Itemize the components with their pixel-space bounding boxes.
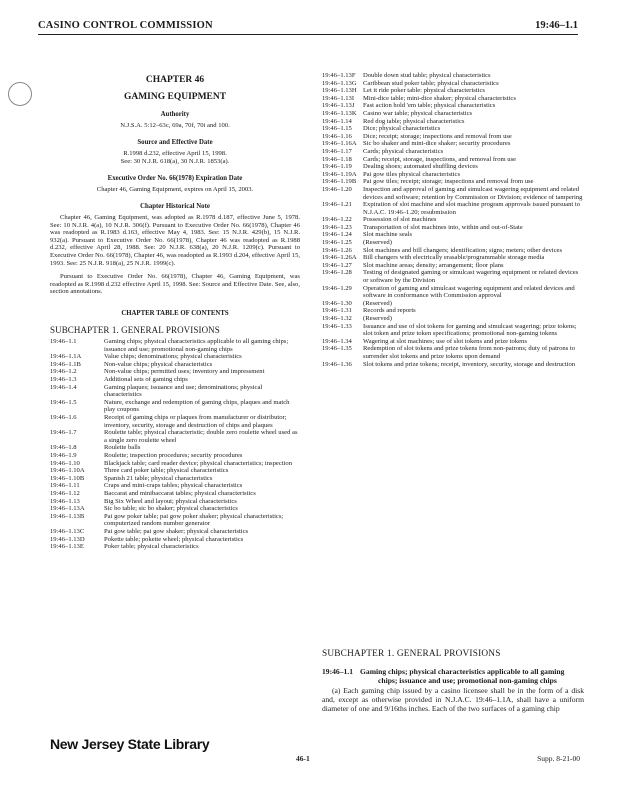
toc-section-number: 19:46–1.13I [322, 94, 355, 102]
toc-entry [322, 201, 584, 216]
toc-section-title: Redemption of slot tokens and prize tokens from non-patrons; duty of patrons to surrender slot tokens and prize tokens upon demand [363, 345, 576, 360]
toc-section-title: Sic bo table; sic bo shaker; physical characteristics [104, 505, 238, 513]
toc-section-number: 19:46–1.1A [50, 353, 82, 361]
toc-entry [50, 498, 300, 506]
toc-section-number: 19:46–1.1 [50, 338, 77, 346]
toc-section-number: 19:46–1.29 [322, 284, 352, 292]
binder-hole-mark [8, 82, 32, 106]
toc-entry [50, 353, 300, 361]
toc-section-number: 19:46–1.30 [322, 299, 352, 307]
chapter-number: CHAPTER 46 [145, 75, 205, 85]
toc-section-title: Expiration of slot machine and slot machine program approvals issued pursuant to N.J.A.C. 19:46–1.20; resubmission [363, 201, 580, 216]
toc-section-title: Slot machine areas; density; arrangement; floor plans [363, 261, 504, 269]
toc-entry [50, 444, 300, 452]
running-header [38, 18, 578, 35]
toc-entry [50, 384, 300, 399]
toc-section-number: 19:46–1.13 [50, 497, 80, 505]
toc-section-title: Big Six Wheel and layout; physical characteristics [104, 497, 237, 505]
toc-section-title: Pai gow tiles; receipt; storage; inspections and removal from use [363, 178, 534, 186]
toc-section-title: Transportation of slot machines into, within and out-of-State [363, 223, 523, 231]
toc-section-number: 19:46–1.25 [322, 239, 352, 247]
toc-section-number: 19:46–1.9 [50, 451, 77, 459]
toc-section-title: Dice; receipt; storage; inspections and removal from use [363, 132, 512, 140]
toc-entry [322, 224, 584, 232]
toc-section-title: Testing of designated gaming or simulcast wagering equipment or related devices or software by the Division [363, 269, 579, 285]
toc-section-number: 19:46–1.36 [322, 360, 352, 368]
toc-section-number: 19:46–1.34 [322, 337, 352, 345]
toc-section-number: 19:46–1.27 [322, 261, 352, 269]
toc-section-number: 19:46–1.15 [322, 125, 352, 133]
toc-section-number: 19:46–1.28 [322, 269, 352, 277]
toc-section-title: Non-value chips; physical characteristics [104, 360, 213, 368]
toc-entry [50, 361, 300, 369]
toc-section-number: 19:46–1.17 [322, 147, 352, 155]
header-section: 19:46–1.1 [535, 20, 578, 31]
toc-entry [322, 87, 584, 95]
toc-section-number: 19:46–1.21 [322, 201, 352, 209]
toc-section-title: Roulette balls [104, 444, 141, 452]
toc-entry [322, 269, 584, 284]
toc-entry [322, 110, 584, 118]
toc-section-title: Gaming plaques; issuance and use; denominations; physical characteristics [104, 383, 263, 399]
toc-section-title: Cards; physical characteristics [363, 147, 444, 155]
toc-section-number: 19:46–1.13E [50, 543, 84, 551]
toc-entry [50, 460, 300, 468]
toc-entry [322, 171, 584, 179]
toc-section-title: Nature, exchange and redemption of gaming chips, plaques and match play coupons [104, 398, 290, 414]
toc-entry [322, 323, 584, 338]
toc-section-number: 19:46–1.35 [322, 345, 352, 353]
toc-entry [322, 345, 584, 360]
toc-section-title: Blackjack table; card reader device; physical characteristics; inspection [104, 459, 293, 467]
toc-section-number: 19:46–1.10B [50, 474, 85, 482]
section-title: Gaming chips; physical characteristics applicable to all gaming chips; issuance and use; promotional non-gaming chips [360, 667, 565, 685]
toc-section-title: Additional sets of gaming chips [104, 376, 188, 384]
toc-section-title: Non-value chips; permitted uses; inventory and impressment [104, 368, 265, 376]
history-paragraph: Pursuant to Executive Order No. 66(1978), Chapter 46, Gaming Equipment, was readopted as R.1998 d.232 effective April 15, 1998. See: Source and Effective Date. See, also, section annotations. [50, 273, 300, 296]
toc-entry [50, 513, 300, 528]
toc-section-number: 19:46–1.13G [322, 79, 357, 87]
exec-order-text: Chapter 46, Gaming Equipment, expires on April 15, 2003. [96, 185, 254, 193]
section-body [322, 650, 584, 713]
toc-entry [322, 216, 584, 224]
toc-section-title: Issuance and use of slot tokens for gaming and simulcast wagering; prize tokens; slot token and prize token specifications; promotional non-gaming tokens [363, 322, 577, 338]
history-paragraph: Chapter 46, Gaming Equipment, was adopted as R.1978 d.187, effective June 5, 1978. See: 10 N.J.R. 4(a), 10 N.J.R. 306(f). Pursuant to Executive Order No. 66(1978), Chapter 46 was readopted as R.1983 d.163, effective May 4, 1983. See: 15 N.J.R. 429(b), 15 N.J.R. 932(a). Pursuant to Executive Order No. 66(1978), Chapter 46 was readopted as R.1988 d.232, effective April 28, 1988. See: 20 N.J.R. 638(a), 20 N.J.R. 1209(c). Pursuant to Executive Order No. 66(1978), Chapter 46, was readopted as R.1993 d.204, effective April 15, 1993. See: 25 N.J.R. 918(a), 25 N.J.R. 1999(c). [50, 213, 301, 267]
toc-entry [322, 300, 584, 308]
toc-section-number: 19:46–1.8 [50, 444, 77, 452]
toc-entry [322, 186, 584, 201]
toc-entry [50, 338, 300, 353]
toc-entry [50, 475, 300, 483]
toc-section-title: Pokette table; pokette wheel; physical characteristics [104, 535, 244, 543]
toc-section-number: 19:46–1.32 [322, 315, 352, 322]
toc-entry [50, 543, 300, 551]
toc-entry [322, 95, 584, 103]
toc-entry [322, 361, 584, 369]
toc-section-number: 19:46–1.13A [50, 505, 85, 513]
right-column [322, 72, 584, 368]
toc-entry [50, 482, 300, 490]
toc-section-title: Gaming chips; physical characteristics applicable to all gaming chips; issuance and use; promotional non-gaming chips [104, 338, 289, 353]
toc-section-title: (Reserved) [363, 239, 392, 247]
source-heading: Source and Effective Date [137, 139, 213, 147]
toc-entry [322, 231, 584, 239]
source-line: See: 30 N.J.R. 618(a), 30 N.J.R. 1853(a). [120, 157, 230, 165]
toc-section-title: Receipt of gaming chips or plaques from manufacturer or distributor; inventory, security, storage and destruction of chips and plaques [104, 414, 287, 429]
toc-entry [322, 163, 584, 171]
toc-section-number: 19:46–1.13B [50, 512, 85, 520]
toc-entry [50, 376, 300, 384]
toc-section-title: Double down stud table; physical characteristics [363, 72, 491, 79]
toc-entry [50, 452, 300, 460]
toc-section-title: Three card poker table; physical characteristics [104, 467, 229, 475]
toc-section-title: Wagering at slot machines; use of slot tokens and prize tokens [363, 337, 527, 345]
toc-section-number: 19:46–1.7 [50, 429, 77, 437]
subchapter-heading: SUBCHAPTER 1. GENERAL PROVISIONS [50, 325, 220, 336]
chapter-title: GAMING EQUIPMENT [123, 91, 227, 102]
toc-section-number: 19:46–1.5 [50, 398, 77, 406]
toc-section-title: (Reserved) [363, 315, 392, 322]
toc-entry [322, 125, 584, 133]
toc-section-number: 19:46–1.33 [322, 322, 352, 330]
toc-section-number: 19:46–1.13F [322, 72, 356, 79]
source-line: R.1998 d.232, effective April 15, 1998. [123, 149, 227, 157]
toc-heading: CHAPTER TABLE OF CONTENTS [121, 309, 229, 317]
library-stamp: New Jersey State Library [50, 736, 210, 752]
toc-entry [322, 338, 584, 346]
toc-section-title: Operation of gaming and simulcast wagering equipment and related devices and software in conformance with Commission approval [363, 284, 575, 300]
toc-entry [322, 239, 584, 247]
page-number: 46-1 [296, 754, 310, 763]
toc-section-number: 19:46–1.20 [322, 185, 352, 193]
toc-section-title: Pai gow tiles physical characteristics [363, 170, 461, 178]
toc-section-number: 19:46–1.3 [50, 376, 77, 384]
toc-section-title: Roulette; inspection procedures; security procedures [104, 451, 243, 459]
toc-section-number: 19:46–1.13H [322, 87, 357, 95]
history-heading: Chapter Historical Note [140, 203, 210, 211]
toc-entry [50, 399, 300, 414]
toc-section-number: 19:46–1.19A [322, 170, 357, 178]
toc-section-number: 19:46–1.13D [50, 535, 85, 543]
toc-section-number: 19:46–1.12 [50, 489, 80, 497]
toc-section-title: Casino war table; physical characteristics [363, 109, 473, 117]
authority-text: N.J.S.A. 5:12–63c, 69a, 70f, 70i and 100. [120, 121, 230, 129]
section-paragraph: (a) Each gaming chip issued by a casino licensee shall be in the form of a disk and, except as otherwise provided in N.J.A.C. 19:46–1.1A, shall have a uniform diameter of one and 9/16ths inches. Each of the two surfaces of a gaming chip [322, 686, 584, 713]
toc-section-number: 19:46–1.19B [322, 178, 357, 186]
toc-entry [322, 118, 584, 126]
toc-entry [322, 254, 584, 262]
exec-order-heading: Executive Order No. 66(1978) Expiration Date [107, 175, 243, 183]
toc-entry [322, 140, 584, 148]
toc-section-title: Poker table; physical characteristics [104, 543, 199, 551]
toc-entry [50, 505, 300, 513]
toc-section-title: Mini-dice table; mini-dice shaker; physical characteristics [363, 94, 516, 102]
toc-list-right [322, 72, 584, 368]
toc-section-title: Dice; physical characteristics [363, 125, 441, 133]
toc-entry [322, 133, 584, 141]
toc-entry [322, 247, 584, 255]
toc-section-title: Craps and mini-craps tables; physical characteristics [104, 482, 243, 490]
toc-entry [50, 467, 300, 475]
supplement-date: Supp. 8-21-00 [537, 754, 580, 763]
toc-section-number: 19:46–1.2 [50, 368, 77, 376]
toc-entry [322, 72, 584, 80]
toc-section-number: 19:46–1.13K [322, 109, 357, 117]
toc-section-number: 19:46–1.18 [322, 155, 352, 163]
toc-entry [322, 178, 584, 186]
toc-section-number: 19:46–1.1B [50, 360, 81, 368]
toc-section-number: 19:46–1.19 [322, 163, 352, 171]
toc-entry [322, 148, 584, 156]
toc-section-title: Possession of slot machines [363, 216, 437, 224]
toc-section-title: Sic bo shaker and mini-dice shaker; security procedures [363, 140, 511, 148]
toc-entry [50, 429, 300, 444]
toc-section-number: 19:46–1.23 [322, 223, 352, 231]
toc-section-number: 19:46–1.26 [322, 246, 352, 254]
toc-section-title: Spanish 21 table; physical characteristics [104, 474, 213, 482]
toc-section-number: 19:46–1.11 [50, 482, 80, 490]
toc-section-title: Slot tokens and prize tokens; receipt, inventory, security, storage and destruction [363, 360, 576, 368]
toc-entry [322, 307, 584, 315]
subchapter-heading: SUBCHAPTER 1. GENERAL PROVISIONS [322, 649, 501, 659]
toc-entry [50, 368, 300, 376]
toc-section-title: Let it ride poker table: physical characteristics [363, 87, 485, 95]
toc-section-number: 19:46–1.13C [50, 527, 85, 535]
toc-section-title: Caribbean stud poker table; physical characteristics [363, 79, 499, 87]
toc-section-title: Slot machine seals [363, 231, 413, 239]
toc-section-number: 19:46–1.22 [322, 216, 352, 224]
toc-list-left [50, 338, 300, 551]
toc-section-title: Pai gow poker table; pai gow poker shaker; physical characteristics; computerized random number generator [104, 512, 284, 528]
toc-section-number: 19:46–1.16A [322, 140, 357, 148]
toc-entry [322, 156, 584, 164]
toc-section-title: Red dog table; physical characteristics [363, 117, 465, 125]
left-column [50, 75, 300, 551]
toc-section-number: 19:46–1.24 [322, 231, 352, 239]
toc-section-number: 19:46–1.14 [322, 117, 352, 125]
toc-entry [322, 315, 584, 323]
toc-section-title: Inspection and approval of gaming and simulcast wagering equipment and related devices and software; retention by Commission or Division; evidence of tampering [363, 185, 583, 201]
toc-section-title: Roulette table; physical characteristic; double zero roulette wheel used as a single zero roulette wheel [104, 429, 298, 444]
toc-section-title: Bill changers with electrically erasable/programmable storage media [363, 254, 545, 262]
toc-entry [322, 262, 584, 270]
toc-section-title: Value chips; denominations; physical characteristics [104, 353, 242, 361]
toc-section-number: 19:46–1.31 [322, 307, 352, 315]
toc-section-number: 19:46–1.10 [50, 459, 80, 467]
toc-section-number: 19:46–1.10A [50, 467, 85, 475]
toc-section-title: Pai gow table; pai gow shaker; physical characteristics [104, 527, 249, 535]
header-title: CASINO CONTROL COMMISSION [38, 20, 213, 31]
toc-section-number: 19:46–1.4 [50, 383, 77, 391]
toc-section-title: Dealing shoes; automated shuffling devices [363, 163, 478, 171]
toc-section-number: 19:46–1.6 [50, 414, 77, 421]
toc-section-number: 19:46–1.16 [322, 132, 352, 140]
toc-section-title: Baccarat and minibaccarat tables; physical characteristics [104, 489, 256, 497]
toc-entry [50, 490, 300, 498]
authority-heading: Authority [160, 111, 190, 119]
section-number: 19:46–1.1 [322, 667, 354, 676]
toc-section-title: (Reserved) [363, 299, 392, 307]
toc-entry [50, 536, 300, 544]
toc-entry [322, 285, 584, 300]
toc-section-title: Fast action hold 'em table; physical characteristics [363, 102, 496, 110]
toc-entry [50, 414, 300, 429]
toc-section-title: Records and reports [363, 307, 416, 315]
toc-entry [50, 528, 300, 536]
toc-section-number: 19:46–1.13J [322, 102, 355, 110]
toc-entry [322, 80, 584, 88]
toc-section-title: Slot machines and bill changers; identification; signs; meters; other devices [363, 246, 563, 254]
toc-section-title: Cards; receipt, storage, inspections, and removal from use [363, 155, 517, 163]
toc-entry [322, 102, 584, 110]
toc-section-number: 19:46–1.26A [322, 254, 357, 262]
